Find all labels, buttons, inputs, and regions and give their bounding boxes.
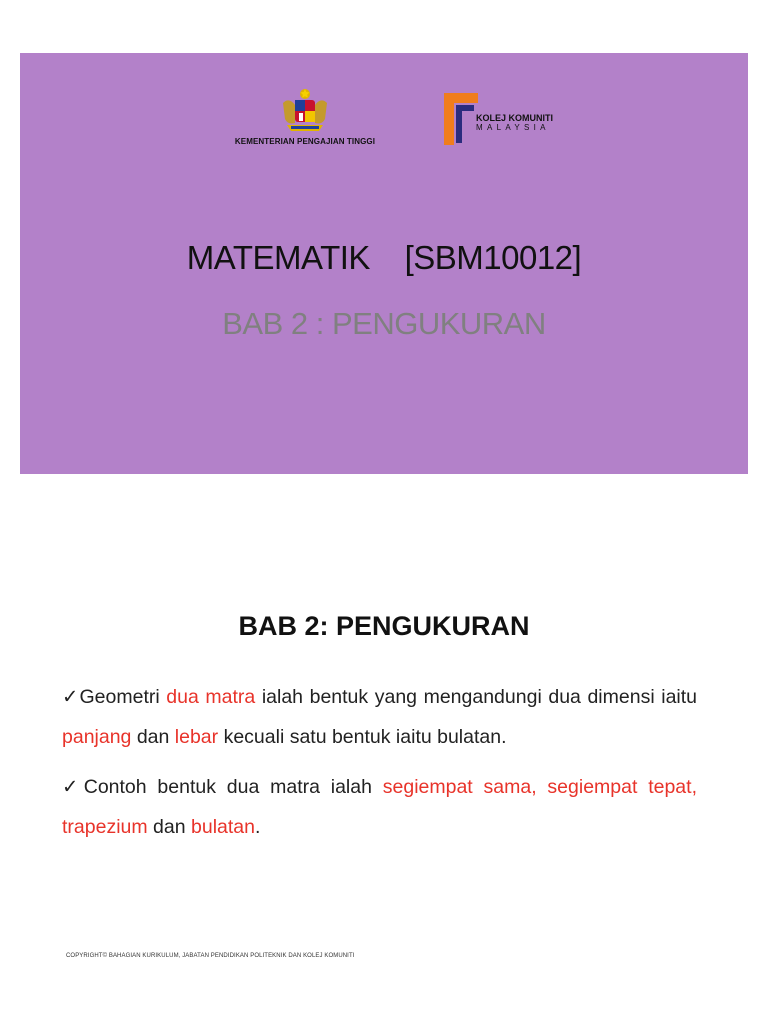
point1-highlight-3: lebar <box>174 726 219 748</box>
section-heading: BAB 2: PENGUKURAN <box>238 611 530 641</box>
chapter-title: BAB 2 : PENGUKURAN <box>222 306 546 341</box>
coat-of-arms-icon <box>275 87 335 135</box>
point2-text-1: Contoh bentuk dua matra ialah <box>83 776 383 798</box>
college-emblem-icon <box>444 93 480 145</box>
point2-highlight-2: bulatan <box>191 816 255 838</box>
point1-text-3: dan <box>131 726 175 748</box>
bullet-point-2 <box>62 767 697 847</box>
point1-text-2: ialah bentuk yang mengandungi dua dimensi iaitu <box>255 686 698 708</box>
ministry-label: KEMENTERIAN PENGAJIAN TINGGI <box>234 137 376 146</box>
ministry-logo <box>210 87 400 146</box>
college-name-line2: MALAYSIA <box>476 123 550 132</box>
bullet-point-1 <box>62 677 697 757</box>
point1-text-4: kecuali satu bentuk iaitu bulatan. <box>218 726 507 748</box>
point2-text-2: dan <box>147 816 191 838</box>
point2-highlight-1: segiempat sama, segiempat tepat, trapezium <box>62 776 697 838</box>
college-logo <box>444 93 554 153</box>
point2-text-3: . <box>254 816 261 838</box>
point1-text-1: Geometri <box>79 686 167 708</box>
point1-highlight-1: dua matra <box>166 686 256 708</box>
copyright-footer: COPYRIGHT© BAHAGIAN KURIKULUM, JABATAN PENDIDIKAN POLITEKNIK DAN KOLEJ KOMUNITI <box>66 953 355 959</box>
college-name-line1: KOLEJ KOMUNITI <box>476 113 554 123</box>
check-icon: ✓ <box>62 776 84 798</box>
point1-highlight-2: panjang <box>62 726 132 748</box>
check-icon: ✓ <box>62 686 80 708</box>
title-banner <box>20 53 748 474</box>
course-title: MATEMATIK [SBM10012] <box>186 239 582 276</box>
